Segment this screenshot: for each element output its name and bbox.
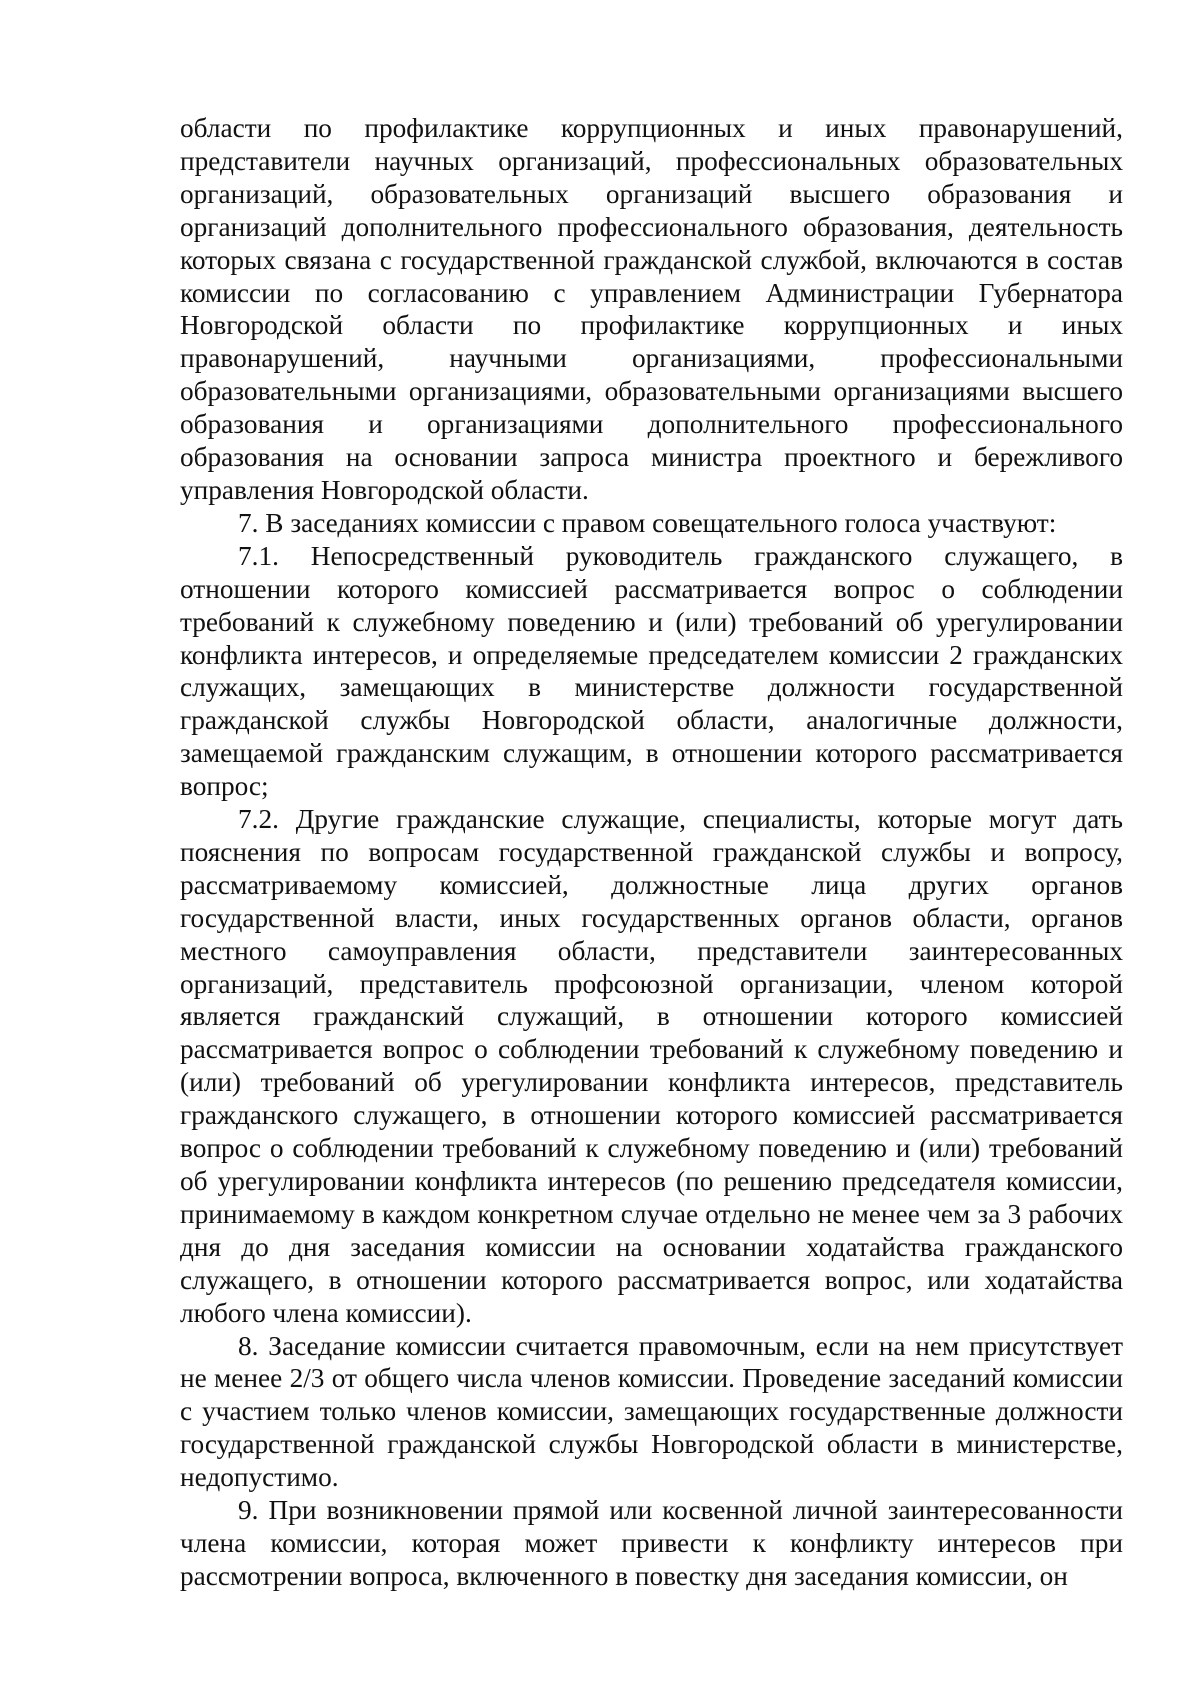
paragraph-7-1: 7.1. Непосредственный руководитель гражданского служащего, в отношении которого комиссией рассматривается вопрос о соблюдении требований к служебному поведению и (или) требований об урегулировании конфликта интересов, и определяемые председателем комиссии 2 гражданских служащих, замещающих в министерстве должности государственной гражданской службы Новгородской области, аналогичные должности, замещаемой гражданским служащим, в отношении которого рассматривается вопрос; <box>180 540 1123 802</box>
paragraph-9: 9. При возникновении прямой или косвенной личной заинтересованности члена комиссии, которая может привести к конфликту интересов при рассмотрении вопроса, включенного в повестку дня заседания комиссии, он <box>180 1495 1123 1591</box>
document-page <box>180 112 1123 1593</box>
paragraph-continuation: области по профилактике коррупционных и иных правонарушений, представители научных организаций, профессиональных образовательных организаций, образовательных организаций высшего образования и организаций дополнительного профессионального образования, деятельность которых связана с государственной гражданской службой, включаются в состав комиссии по согласованию с управлением Администрации Губернатора Новгородской области по профилактике коррупционных и иных правонарушений, научными организациями, профессиональными образовательными организациями, образовательными организациями высшего образования и организациями дополнительного профессионального образования на основании запроса министра проектного и бережливого управления Новгородской области. <box>180 113 1123 505</box>
paragraph-7: 7. В заседаниях комиссии с правом совещательного голоса участвуют: <box>238 507 1057 538</box>
paragraph-8: 8. Заседание комиссии считается правомочным, если на нем присутствует не менее 2/3 от общего числа членов комиссии. Проведение заседаний комиссии с участием только членов комиссии, замещающих государственные должности государственной гражданской службы Новгородской области в министерстве, недопустимо. <box>180 1330 1123 1493</box>
paragraph-7-2: 7.2. Другие гражданские служащие, специалисты, которые могут дать пояснения по вопросам государственной гражданской службы и вопросу, рассматриваемому комиссией, должностные лица других органов государственной власти, иных государственных органов области, органов местного самоуправления области, представители заинтересованных организаций, представитель профсоюзной организации, членом которой является гражданский служащий, в отношении которого комиссией рассматривается вопрос о соблюдении требований к служебному поведению и (или) требований об урегулировании конфликта интересов, представитель гражданского служащего, в отношении которого комиссией рассматривается вопрос о соблюдении требований к служебному поведению и (или) требований об урегулировании конфликта интересов (по решению председателя комиссии, принимаемому в каждом конкретном случае отдельно не менее чем за 3 рабочих дня до дня заседания комиссии на основании ходатайства гражданского служащего, в отношении которого рассматривается вопрос, или ходатайства любого члена комиссии). <box>180 804 1123 1328</box>
